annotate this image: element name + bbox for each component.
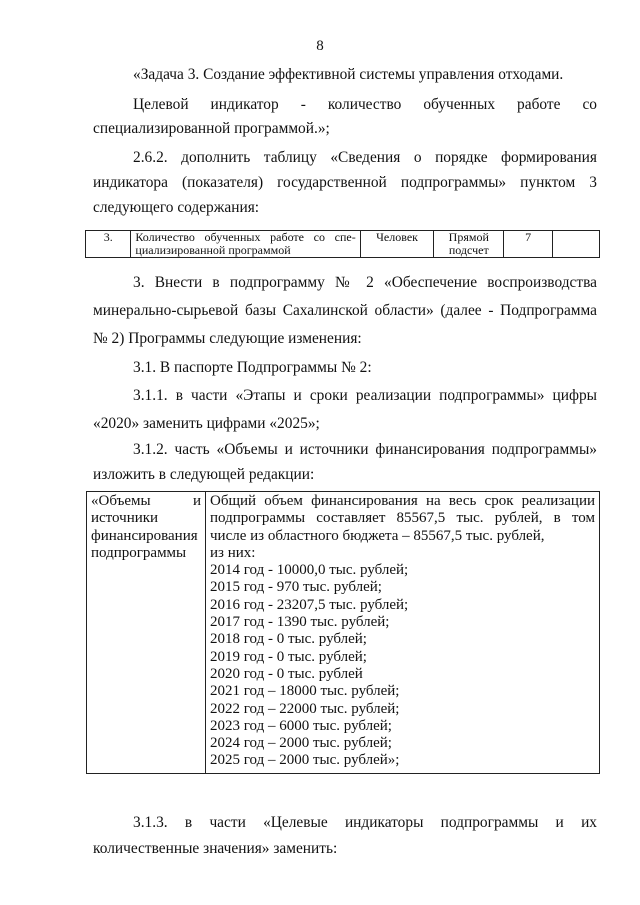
paragraph-311-line2: «2020» заменить цифрами «2025»; [93,415,320,432]
paragraph-312-line2: изложить в следующей редакции: [93,466,315,483]
finance-table [86,491,600,774]
paragraph-312-line1: 3.1.2. часть «Объемы и источники финансирования подпрограммы» [133,441,597,458]
list-item: 2019 год - 0 тыс. рублей; [210,648,367,665]
list-item: 2014 год - 10000,0 тыс. рублей; [210,562,409,579]
finance-label-cell: «Объемы и источники финансирования подпрограммы [87,492,206,774]
cell-code: 7 [504,231,553,258]
list-item: 2015 год - 970 тыс. рублей; [210,579,382,596]
paragraph-indicator-line1: Целевой индикатор - количество обученных работе со [133,96,597,113]
paragraph-313-line1: 3.1.3. в части «Целевые индикаторы подпрограммы и их [133,814,597,831]
paragraph-313-line2: количественные значения» заменить: [93,840,338,857]
paragraph-task-3: «Задача 3. Создание эффективной системы управления отходами. [133,66,564,83]
list-item: 2016 год - 23207,5 тыс. рублей; [210,596,409,613]
table-row [86,231,600,258]
paragraph-31: 3.1. В паспорте Подпрограммы № 2: [133,359,372,376]
table-row [87,492,600,774]
cell-empty [553,231,600,258]
list-item: 2022 год – 22000 тыс. рублей; [210,700,400,717]
indicator-table [85,230,600,258]
list-item: 2018 год - 0 тыс. рублей; [210,631,367,648]
list-item: 2017 год - 1390 тыс. рублей; [210,614,390,631]
list-item: 2024 год – 2000 тыс. рублей; [210,735,392,752]
list-item: 2020 год - 0 тыс. рублей [210,665,363,682]
list-item: 2023 год – 6000 тыс. рублей; [210,717,392,734]
paragraph-311-line1: 3.1.1. в части «Этапы и сроки реализации подпрограммы» цифры [133,387,597,404]
paragraph-262-line2: индикатора (показателя) государственной подпрограммы» пунктом 3 [93,174,597,191]
finance-text-cell: Общий объем финансирования на весь срок реализации подпрограммы составляет 85567,5 тыс. рублей, в том числе из областного бюджета – 85567,5 тыс. рублей, из них: 2014 год - 10000,0 тыс. рублей; 2015 год - 970 тыс. рублей; 2016 год - 23207,5 тыс. рублей; 2017 год - 1390 тыс. рублей; 2018 год - 0 тыс. рублей; 2019 год - 0 тыс. рублей; 2020 год - 0 тыс. рублей 2021 год – 18000 тыс. рублей; 2022 год – 22000 тыс. рублей; 2023 год – 6000 тыс. рублей; 2024 год – 2000 тыс. рублей; 2025 год – 2000 тыс. рублей»; [206,492,600,774]
cell-indicator-name: Количество обученных работе со спе- циализированной программой [131,231,360,258]
paragraph-3-line3: № 2) Программы следующие изменения: [93,330,362,347]
paragraph-262-line3: следующего содержания: [93,199,260,216]
paragraph-3-line2: минерально-сырьевой базы Сахалинской области» (далее - Подпрограмма [93,302,597,319]
paragraph-indicator-line2: специализированной программой.»; [93,120,330,137]
list-item: 2021 год – 18000 тыс. рублей; [210,683,400,700]
list-item: 2025 год – 2000 тыс. рублей»; [210,752,400,769]
cell-unit: Человек [360,231,434,258]
page-number: 8 [316,38,324,54]
paragraph-262-line1: 2.6.2. дополнить таблицу «Сведения о порядке формирования [133,149,597,166]
paragraph-3-line1: 3. Внести в подпрограмму № 2 «Обеспечение воспроизводства [133,274,597,291]
cell-number: 3. [86,231,131,258]
cell-method: Прямой подсчет [434,231,504,258]
finance-years-list [210,562,595,770]
